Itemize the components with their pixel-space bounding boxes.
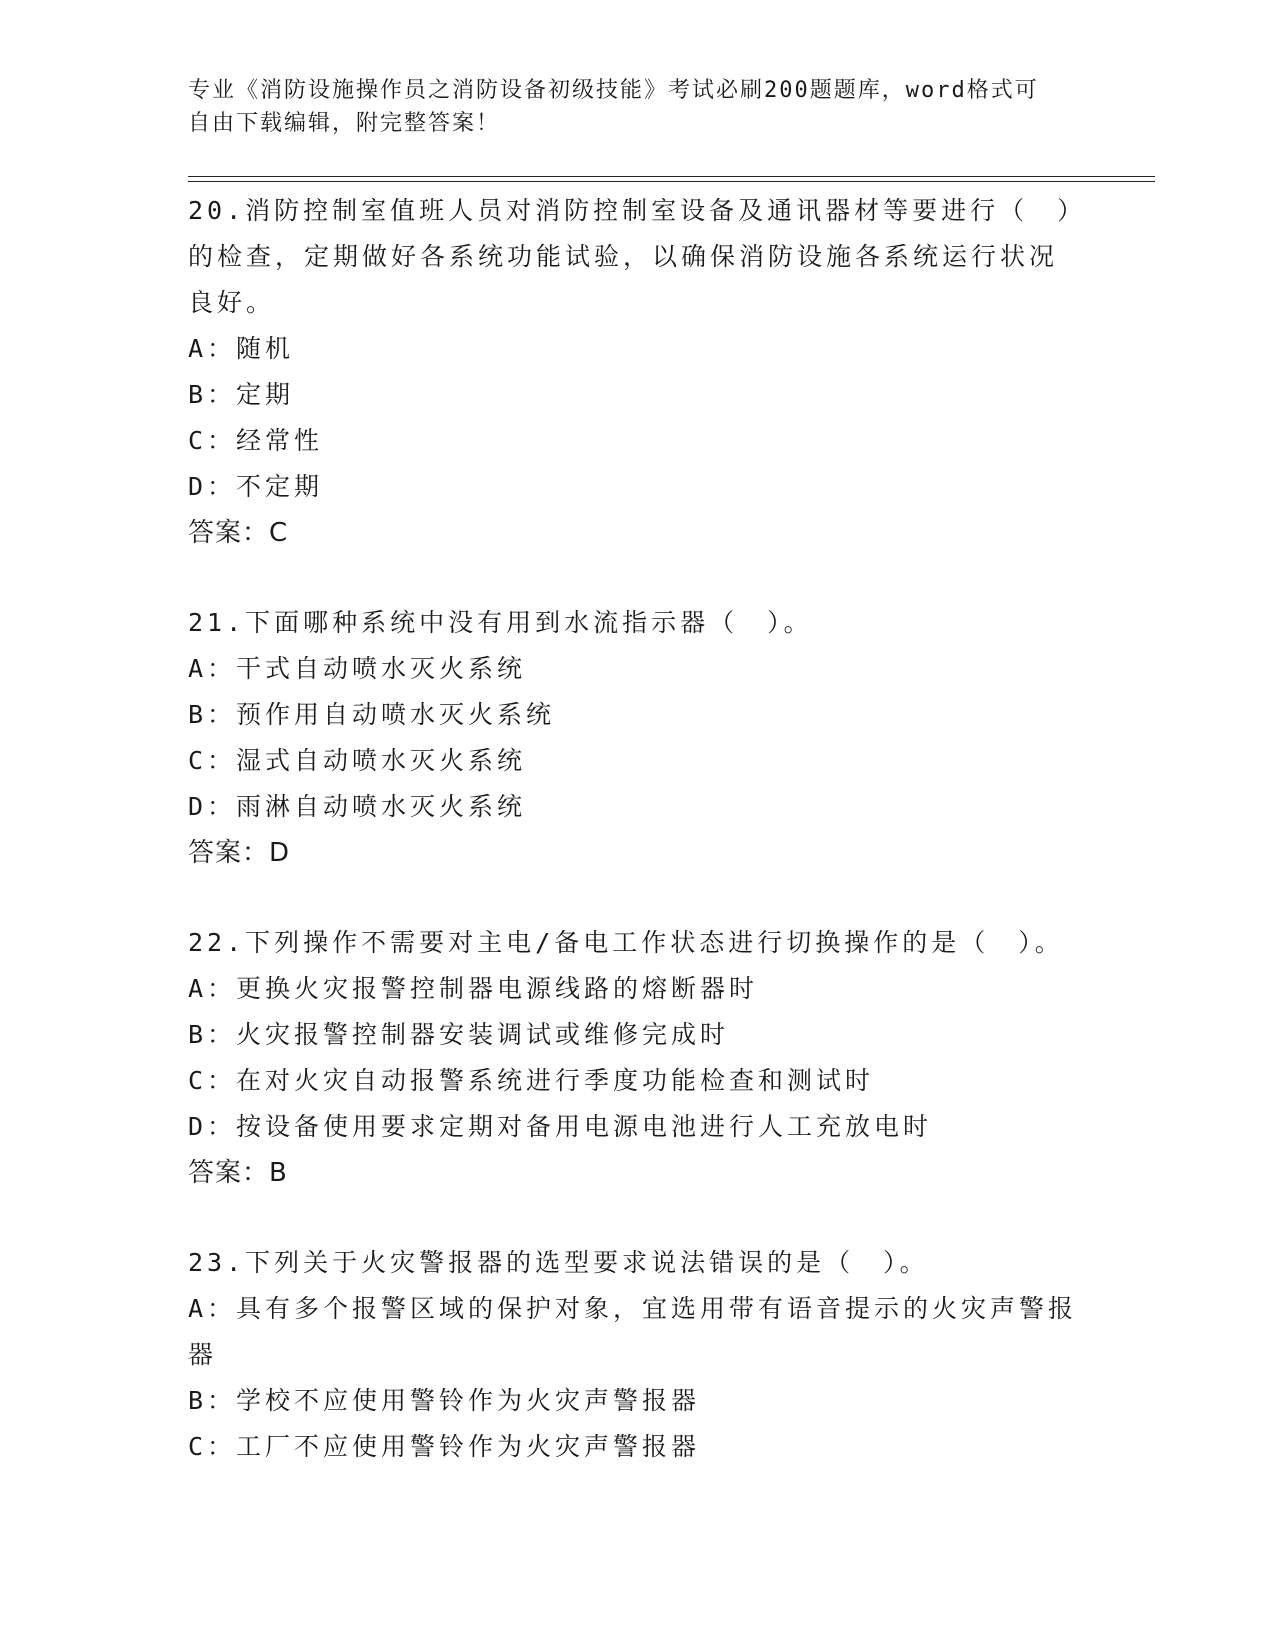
question-text-line: 23.下列关于火灾警报器的选型要求说法错误的是（ ）。 bbox=[188, 1248, 929, 1277]
question-text-line: 22.下列操作不需要对主电/备电工作状态进行切换操作的是（ ）。 bbox=[188, 928, 1064, 957]
question-21 bbox=[188, 600, 1088, 876]
question-list bbox=[188, 188, 1088, 1470]
question-text-line: 21.下面哪种系统中没有用到水流指示器（ ）。 bbox=[188, 608, 813, 637]
spacer bbox=[188, 556, 1088, 600]
option-a: A：具有多个报警区域的保护对象，宜选用带有语音提示的火灾声警报 bbox=[188, 1294, 1078, 1323]
option-a: A：随机 bbox=[188, 334, 295, 363]
header-divider-bottom bbox=[188, 181, 1155, 182]
question-text-line: 良好。 bbox=[188, 288, 276, 317]
spacer bbox=[188, 1196, 1088, 1240]
question-23 bbox=[188, 1240, 1088, 1470]
question-text-line: 20.消防控制室值班人员对消防控制室设备及通讯器材等要进行（ ） bbox=[188, 196, 1087, 225]
option-d: D：雨淋自动喷水灭火系统 bbox=[188, 792, 527, 821]
spacer bbox=[188, 876, 1088, 920]
answer: 答案：D bbox=[188, 838, 291, 868]
option-d: D：不定期 bbox=[188, 472, 324, 501]
option-b: B：预作用自动喷水灭火系统 bbox=[188, 700, 556, 729]
option-a: A：更换火灾报警控制器电源线路的熔断器时 bbox=[188, 974, 759, 1003]
question-22 bbox=[188, 920, 1088, 1196]
question-text-line: 的检查，定期做好各系统功能试验，以确保消防设施各系统运行状况 bbox=[188, 242, 1059, 271]
option-d: D：按设备使用要求定期对备用电源电池进行人工充放电时 bbox=[188, 1112, 933, 1141]
answer: 答案：C bbox=[188, 518, 289, 548]
header-line-2: 自由下载编辑，附完整答案！ bbox=[188, 111, 501, 136]
option-a-continued: 器 bbox=[188, 1340, 218, 1369]
header-line-1: 专业《消防设施操作员之消防设备初级技能》考试必刷200题题库，word格式可 bbox=[188, 78, 1039, 103]
option-c: C：在对火灾自动报警系统进行季度功能检查和测试时 bbox=[188, 1066, 875, 1095]
option-b: B：学校不应使用警铃作为火灾声警报器 bbox=[188, 1386, 701, 1415]
option-b: B：定期 bbox=[188, 380, 295, 409]
option-c: C：工厂不应使用警铃作为火灾声警报器 bbox=[188, 1432, 701, 1461]
option-c: C：经常性 bbox=[188, 426, 324, 455]
option-b: B：火灾报警控制器安装调试或维修完成时 bbox=[188, 1020, 730, 1049]
answer: 答案：B bbox=[188, 1158, 288, 1188]
document-header bbox=[188, 74, 1088, 140]
option-c: C：湿式自动喷水灭火系统 bbox=[188, 746, 527, 775]
option-a: A：干式自动喷水灭火系统 bbox=[188, 654, 527, 683]
question-20 bbox=[188, 188, 1088, 556]
header-divider-top bbox=[188, 176, 1155, 177]
